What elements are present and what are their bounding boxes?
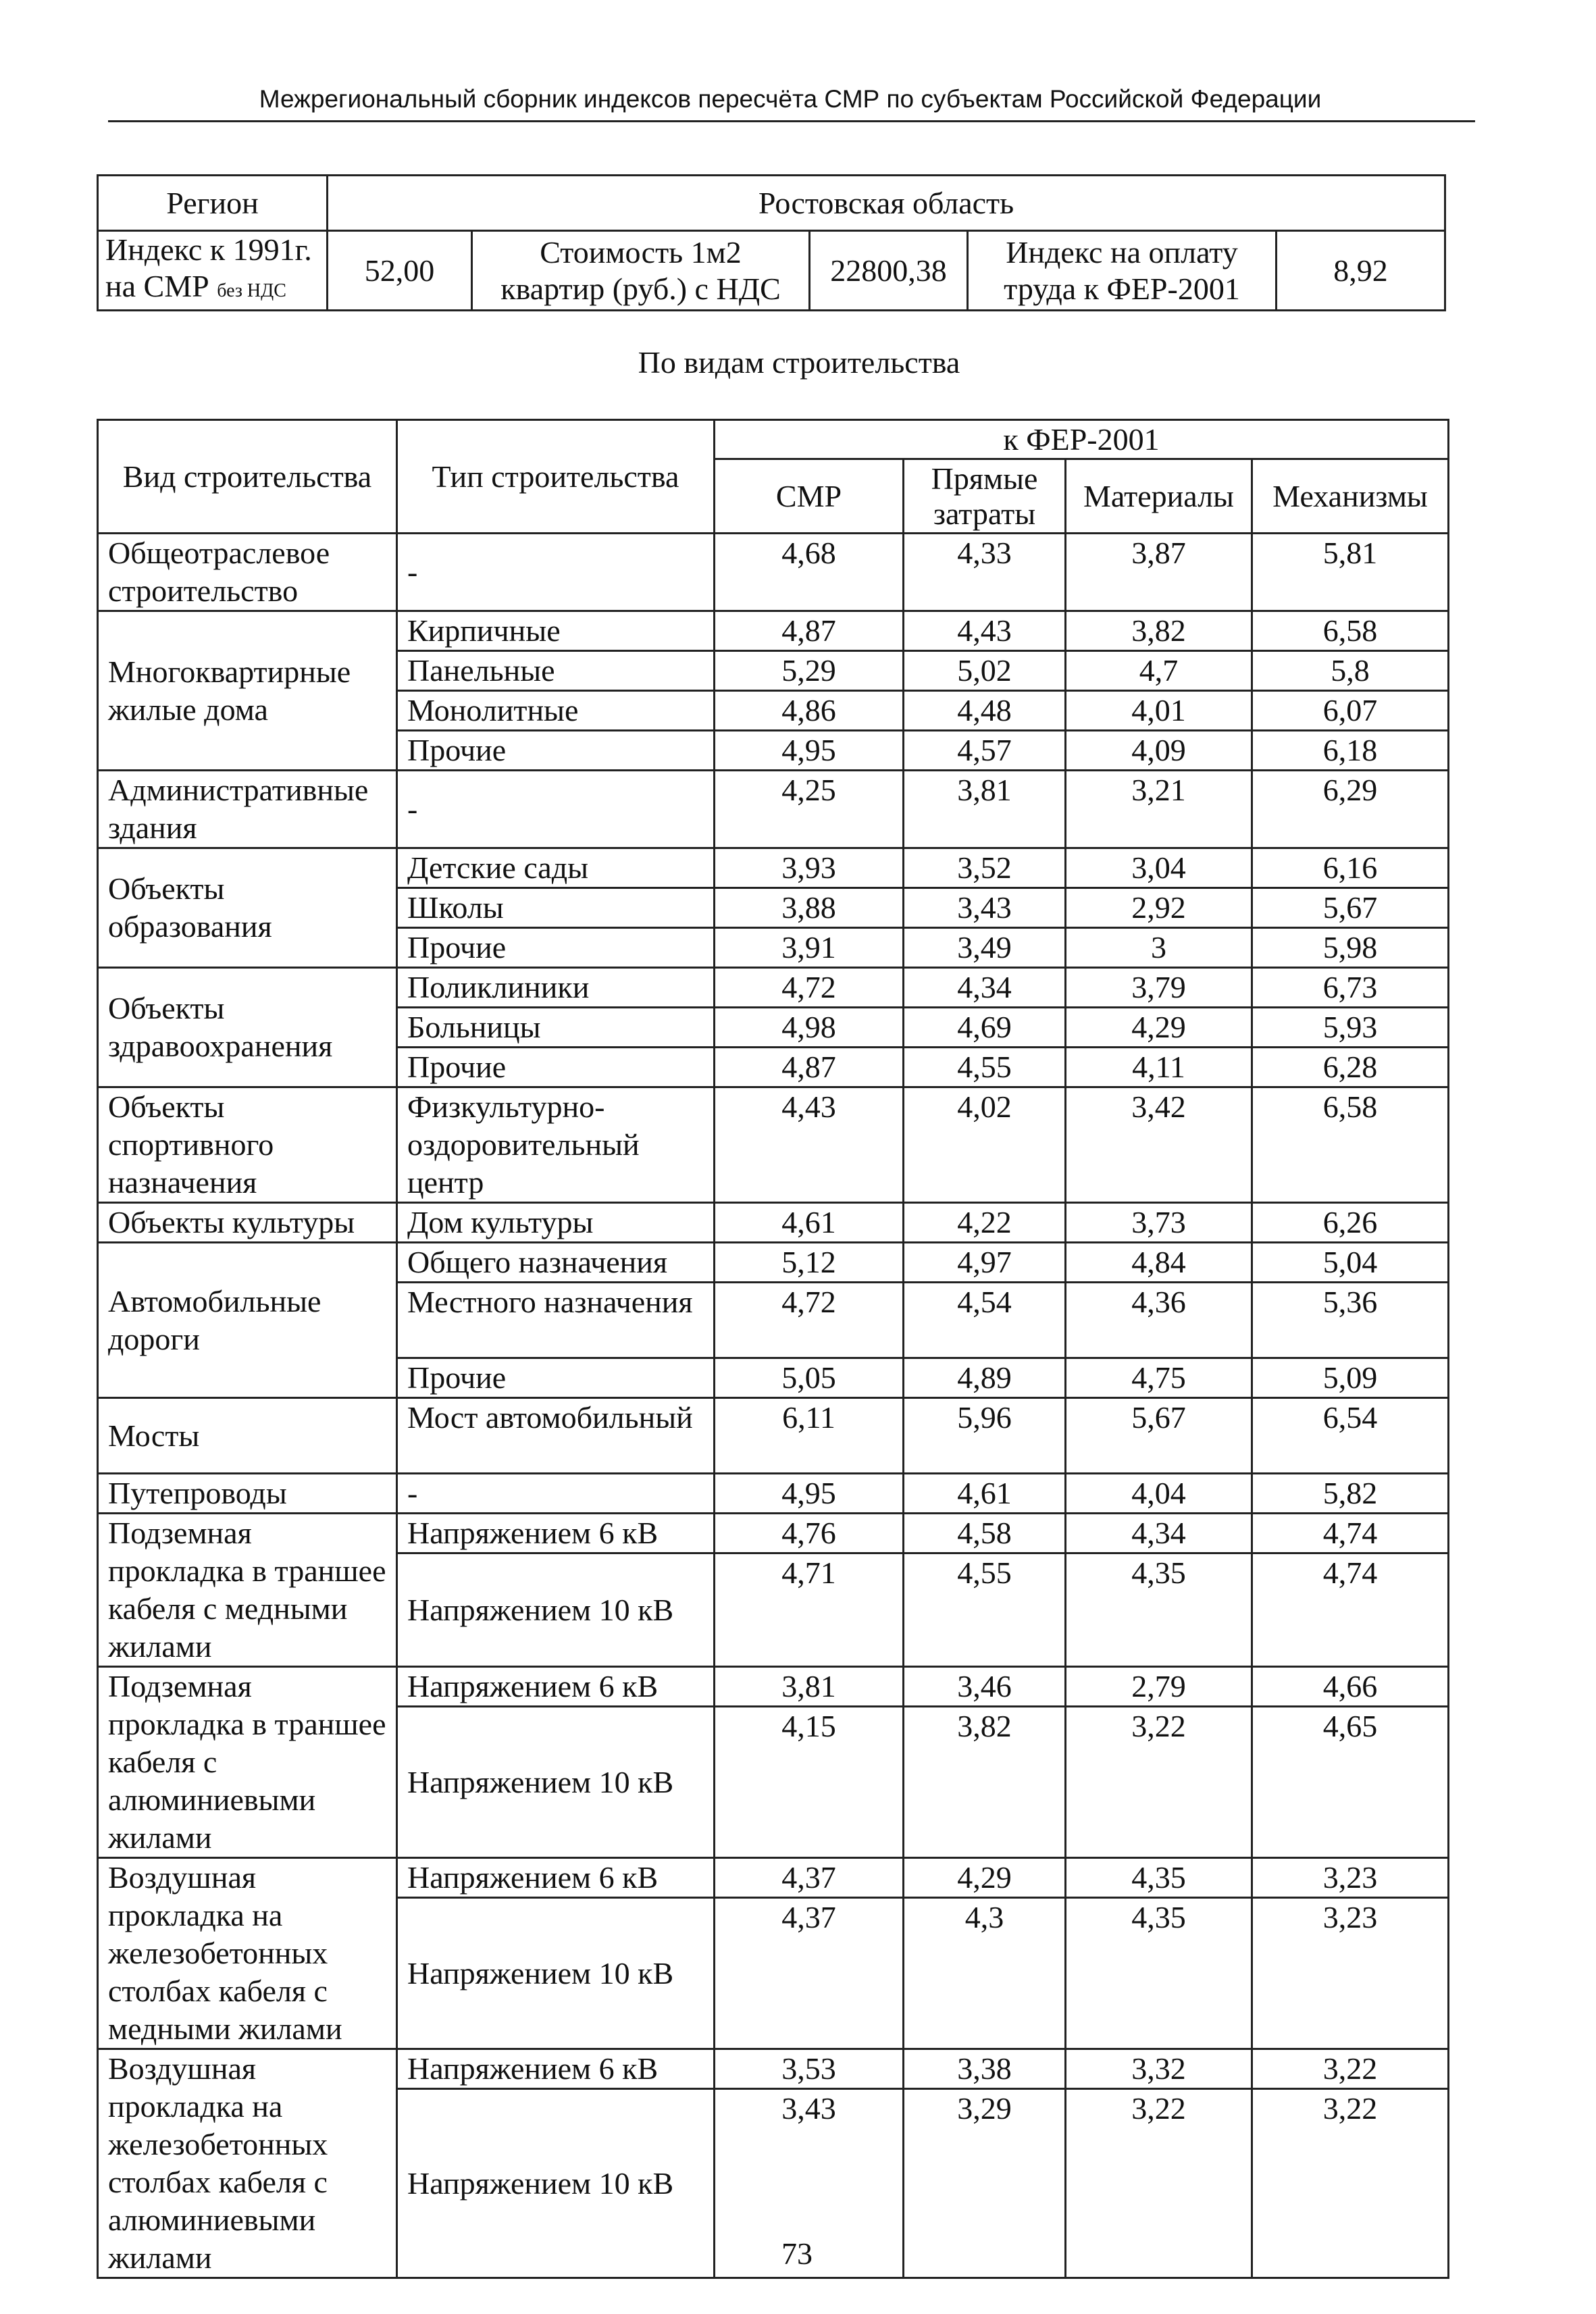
row-materials: 4,01 <box>1066 691 1252 731</box>
row-direct: 3,52 <box>904 848 1066 888</box>
row-smr: 4,95 <box>715 731 904 771</box>
row-type: Прочие <box>397 928 715 968</box>
row-type: Прочие <box>397 1358 715 1398</box>
row-type: Напряжением 10 кВ <box>397 2089 715 2278</box>
index-table-body <box>98 534 1449 2278</box>
row-smr: 4,37 <box>715 1858 904 1898</box>
row-materials: 3,22 <box>1066 2089 1252 2278</box>
row-machines: 6,29 <box>1252 771 1449 848</box>
row-smr: 3,93 <box>715 848 904 888</box>
row-machines: 6,26 <box>1252 1203 1449 1243</box>
row-machines: 6,18 <box>1252 731 1449 771</box>
row-smr: 4,37 <box>715 1898 904 2049</box>
row-smr: 4,95 <box>715 1474 904 1514</box>
row-direct: 4,33 <box>904 534 1066 611</box>
row-direct: 4,97 <box>904 1243 1066 1283</box>
section-title: По видам строительства <box>638 345 960 380</box>
row-smr: 4,98 <box>715 1008 904 1048</box>
row-kind: Путепроводы <box>98 1474 397 1514</box>
row-smr: 3,91 <box>715 928 904 968</box>
row-smr: 4,43 <box>715 1087 904 1203</box>
row-direct: 4,34 <box>904 968 1066 1008</box>
row-type: - <box>397 1474 715 1514</box>
row-direct: 3,49 <box>904 928 1066 968</box>
row-materials: 3,87 <box>1066 534 1252 611</box>
row-materials: 4,36 <box>1066 1283 1252 1358</box>
row-machines: 5,09 <box>1252 1358 1449 1398</box>
row-type: Местного назначения <box>397 1283 715 1358</box>
col-type-header: Тип строительства <box>397 420 715 534</box>
row-materials: 4,35 <box>1066 1553 1252 1667</box>
row-smr: 3,88 <box>715 888 904 928</box>
row-machines: 6,73 <box>1252 968 1449 1008</box>
row-machines: 5,04 <box>1252 1243 1449 1283</box>
labor-label-line2: труда к ФЕР-2001 <box>1004 271 1240 306</box>
row-kind: Общеотраслевое строительство <box>98 534 397 611</box>
row-machines: 5,8 <box>1252 651 1449 691</box>
row-type: - <box>397 534 715 611</box>
row-kind: Объекты образования <box>98 848 397 968</box>
fer-group-header: к ФЕР-2001 <box>715 420 1449 459</box>
row-machines: 3,22 <box>1252 2049 1449 2089</box>
row-smr: 4,87 <box>715 1048 904 1087</box>
row-type: Детские сады <box>397 848 715 888</box>
row-machines: 5,81 <box>1252 534 1449 611</box>
row-type: Кирпичные <box>397 611 715 651</box>
row-type: Прочие <box>397 1048 715 1087</box>
col-smr-header: СМР <box>715 459 904 534</box>
col-kind-header: Вид строительства <box>98 420 397 534</box>
row-machines: 5,36 <box>1252 1283 1449 1358</box>
row-direct: 3,29 <box>904 2089 1066 2278</box>
row-machines: 3,22 <box>1252 2089 1449 2278</box>
row-kind: Подземная прокладка в траншее кабеля с медными жилами <box>98 1514 397 1667</box>
row-smr: 5,05 <box>715 1358 904 1398</box>
row-kind: Подземная прокладка в траншее кабеля с алюминиевыми жилами <box>98 1667 397 1858</box>
row-direct: 4,55 <box>904 1553 1066 1667</box>
row-direct: 4,02 <box>904 1087 1066 1203</box>
row-type: Дом культуры <box>397 1203 715 1243</box>
row-direct: 4,22 <box>904 1203 1066 1243</box>
row-kind: Мосты <box>98 1398 397 1474</box>
row-type: Больницы <box>397 1008 715 1048</box>
region-label: Регион <box>98 176 328 231</box>
row-type: Физкультурно-оздоровительный центр <box>397 1087 715 1203</box>
row-materials: 4,11 <box>1066 1048 1252 1087</box>
row-materials: 3,21 <box>1066 771 1252 848</box>
row-machines: 5,67 <box>1252 888 1449 928</box>
labor-label-line1: Индекс на оплату <box>1006 234 1238 269</box>
region-summary-table <box>97 174 1446 311</box>
row-direct: 4,43 <box>904 611 1066 651</box>
row-type: Напряжением 10 кВ <box>397 1553 715 1667</box>
row-direct: 4,61 <box>904 1474 1066 1514</box>
header-divider <box>108 120 1475 122</box>
row-direct: 3,46 <box>904 1667 1066 1707</box>
row-direct: 4,29 <box>904 1858 1066 1898</box>
index-label <box>98 231 328 311</box>
row-materials: 4,7 <box>1066 651 1252 691</box>
row-kind: Воздушная прокладка на железобетонных столбах кабеля с алюминиевыми жилами <box>98 2049 397 2278</box>
row-direct: 5,02 <box>904 651 1066 691</box>
row-materials: 4,09 <box>1066 731 1252 771</box>
row-smr: 5,12 <box>715 1243 904 1283</box>
row-machines: 3,23 <box>1252 1858 1449 1898</box>
row-materials: 3,82 <box>1066 611 1252 651</box>
row-type: Поликлиники <box>397 968 715 1008</box>
region-value: Ростовская область <box>328 176 1445 231</box>
row-machines: 6,58 <box>1252 611 1449 651</box>
row-machines: 3,23 <box>1252 1898 1449 2049</box>
row-type: Прочие <box>397 731 715 771</box>
page-header: Межрегиональный сборник индексов пересчёта СМР по субъектам Российской Федерации <box>259 85 1322 113</box>
row-machines: 4,65 <box>1252 1707 1449 1858</box>
row-direct: 3,81 <box>904 771 1066 848</box>
row-type: Напряжением 10 кВ <box>397 1898 715 2049</box>
row-materials: 3,42 <box>1066 1087 1252 1203</box>
row-materials: 4,04 <box>1066 1474 1252 1514</box>
row-machines: 6,58 <box>1252 1087 1449 1203</box>
row-smr: 3,81 <box>715 1667 904 1707</box>
cost-label <box>472 231 810 311</box>
row-type: Школы <box>397 888 715 928</box>
row-materials: 4,34 <box>1066 1514 1252 1553</box>
row-materials: 4,29 <box>1066 1008 1252 1048</box>
row-direct: 4,57 <box>904 731 1066 771</box>
row-type: - <box>397 771 715 848</box>
row-machines: 6,16 <box>1252 848 1449 888</box>
labor-label <box>968 231 1277 311</box>
row-smr: 4,72 <box>715 968 904 1008</box>
row-materials: 3,73 <box>1066 1203 1252 1243</box>
row-direct: 4,58 <box>904 1514 1066 1553</box>
row-type: Монолитные <box>397 691 715 731</box>
row-materials: 5,67 <box>1066 1398 1252 1474</box>
cost-label-line1: Стоимость 1м2 <box>540 234 742 269</box>
index-table <box>97 419 1449 2279</box>
row-materials: 4,35 <box>1066 1898 1252 2049</box>
row-materials: 3 <box>1066 928 1252 968</box>
row-direct: 3,82 <box>904 1707 1066 1858</box>
index-label-suffix: без НДС <box>217 280 286 301</box>
row-direct: 5,96 <box>904 1398 1066 1474</box>
row-machines: 4,74 <box>1252 1553 1449 1667</box>
labor-value: 8,92 <box>1277 231 1445 311</box>
row-smr: 4,87 <box>715 611 904 651</box>
row-type: Общего назначения <box>397 1243 715 1283</box>
row-materials: 4,84 <box>1066 1243 1252 1283</box>
page-number: 73 <box>781 2236 813 2271</box>
col-direct-header <box>904 459 1066 534</box>
row-machines: 6,54 <box>1252 1398 1449 1474</box>
row-type: Напряжением 6 кВ <box>397 1514 715 1553</box>
row-materials: 2,92 <box>1066 888 1252 928</box>
row-smr: 4,15 <box>715 1707 904 1858</box>
row-direct: 4,89 <box>904 1358 1066 1398</box>
row-direct: 4,48 <box>904 691 1066 731</box>
col-direct-line2: затраты <box>933 496 1036 531</box>
row-kind: Воздушная прокладка на железобетонных столбах кабеля с медными жилами <box>98 1858 397 2049</box>
row-materials: 4,75 <box>1066 1358 1252 1398</box>
index-label-line2 <box>105 268 317 309</box>
row-smr: 3,53 <box>715 2049 904 2089</box>
row-direct: 4,69 <box>904 1008 1066 1048</box>
row-smr: 5,29 <box>715 651 904 691</box>
row-kind: Объекты здравоохранения <box>98 968 397 1087</box>
row-smr: 6,11 <box>715 1398 904 1474</box>
row-machines: 6,07 <box>1252 691 1449 731</box>
col-direct-line1: Прямые <box>931 461 1038 496</box>
row-kind: Автомобильные дороги <box>98 1243 397 1398</box>
row-kind: Объекты культуры <box>98 1203 397 1243</box>
row-materials: 3,79 <box>1066 968 1252 1008</box>
row-smr: 4,76 <box>715 1514 904 1553</box>
index-label-line1: Индекс к 1991г. <box>105 232 312 267</box>
row-materials: 3,22 <box>1066 1707 1252 1858</box>
row-kind: Многоквартирные жилые дома <box>98 611 397 771</box>
row-type: Напряжением 6 кВ <box>397 1858 715 1898</box>
row-machines: 6,28 <box>1252 1048 1449 1087</box>
row-type: Напряжением 6 кВ <box>397 1667 715 1707</box>
cost-label-line2: квартир (руб.) с НДС <box>500 271 781 306</box>
row-kind: Объекты спортивного назначения <box>98 1087 397 1203</box>
row-smr: 4,72 <box>715 1283 904 1358</box>
row-smr: 4,25 <box>715 771 904 848</box>
row-materials: 3,32 <box>1066 2049 1252 2089</box>
row-machines: 4,74 <box>1252 1514 1449 1553</box>
row-type: Напряжением 6 кВ <box>397 2049 715 2089</box>
row-smr: 4,61 <box>715 1203 904 1243</box>
row-direct: 3,43 <box>904 888 1066 928</box>
row-type: Панельные <box>397 651 715 691</box>
row-machines: 5,93 <box>1252 1008 1449 1048</box>
row-materials: 3,04 <box>1066 848 1252 888</box>
row-materials: 2,79 <box>1066 1667 1252 1707</box>
col-materials-header: Материалы <box>1066 459 1252 534</box>
row-smr: 4,68 <box>715 534 904 611</box>
index-label-smr: на СМР <box>105 269 209 303</box>
row-machines: 5,98 <box>1252 928 1449 968</box>
row-direct: 4,55 <box>904 1048 1066 1087</box>
row-smr: 4,71 <box>715 1553 904 1667</box>
row-direct: 3,38 <box>904 2049 1066 2089</box>
row-kind: Административные здания <box>98 771 397 848</box>
row-smr: 3,43 <box>715 2089 904 2278</box>
row-machines: 5,82 <box>1252 1474 1449 1514</box>
row-type: Мост автомобильный <box>397 1398 715 1474</box>
cost-value: 22800,38 <box>810 231 968 311</box>
row-direct: 4,3 <box>904 1898 1066 2049</box>
row-type: Напряжением 10 кВ <box>397 1707 715 1858</box>
col-machines-header: Механизмы <box>1252 459 1449 534</box>
row-materials: 4,35 <box>1066 1858 1252 1898</box>
row-machines: 4,66 <box>1252 1667 1449 1707</box>
row-direct: 4,54 <box>904 1283 1066 1358</box>
index-value: 52,00 <box>328 231 472 311</box>
row-smr: 4,86 <box>715 691 904 731</box>
